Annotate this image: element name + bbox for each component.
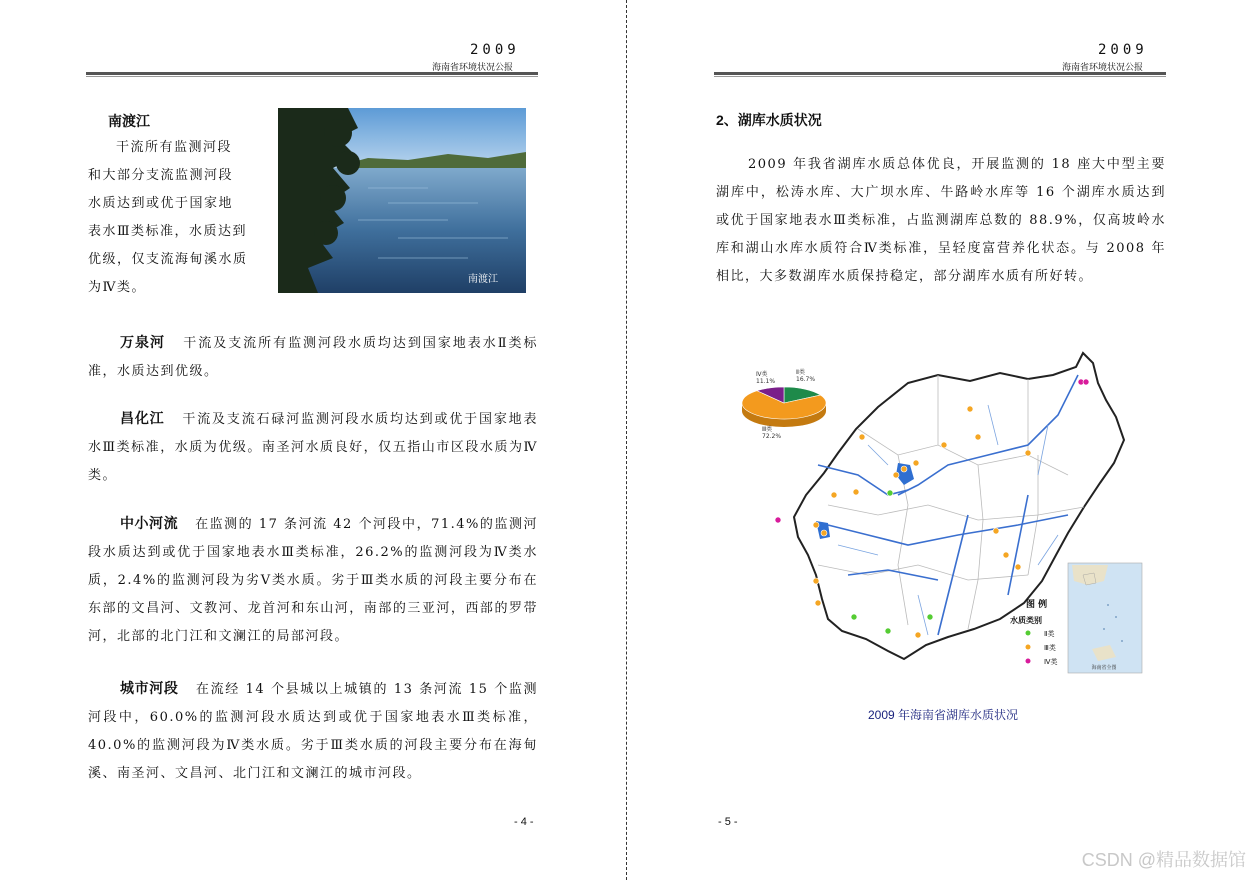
nandu-line: 为Ⅳ类。 [88, 280, 146, 295]
wanquan-text: 干流及支流所有监测河段水质均达到国家地表水Ⅱ类标准，水质达到优级。 [88, 336, 539, 379]
pie-label-iii: Ⅲ类 [762, 426, 773, 433]
page-divider [626, 0, 627, 880]
inset-map [1068, 563, 1142, 673]
monitoring-point [851, 614, 857, 620]
monitoring-point [1083, 379, 1089, 385]
monitoring-point [859, 434, 865, 440]
header-rule-thin [714, 76, 1166, 77]
monitoring-point [887, 490, 893, 496]
legend-dot-iv [1026, 659, 1031, 664]
pie-label-iv-name: Ⅳ类 [756, 371, 768, 378]
nandu-line: 优级，仅支流海甸溪水质 [88, 252, 248, 267]
header-rule [86, 72, 538, 75]
lake-paragraph: 2009 年我省湖库水质总体优良，开展监测的 18 座大中型主要湖库中，松涛水库、大广坝水库、牛路岭水库等 16 个湖库水质达到或优于国家地表水Ⅲ类标准，占监测湖库总数的 88.9%，仅高坡岭水库和湖山水库水质符合Ⅳ类标准，呈轻度富营养化状态。与 2008 年相比，大多数湖库水质保持稳定，部分湖库水质有所好转。 [716, 157, 1166, 284]
monitoring-point [815, 600, 821, 606]
inset-caption: 海南省全图 [1091, 665, 1117, 671]
wanquan-paragraph [88, 328, 538, 386]
changhua-title: 昌化江 [120, 410, 165, 426]
legend-dot-iii [1026, 645, 1031, 650]
monitoring-point [775, 517, 781, 523]
legend-dot-ii [1026, 631, 1031, 636]
header-title: 海南省环境状况公报 [432, 62, 514, 72]
pie-pct-ii: 16.7% [796, 376, 816, 383]
pie-label-ii: Ⅱ类 [796, 369, 805, 376]
monitoring-point [1015, 564, 1021, 570]
wanquan-title: 万泉河 [120, 334, 165, 350]
map-caption: 2009 年海南省湖库水质状况 [868, 708, 1019, 722]
monitoring-point [967, 406, 973, 412]
header-year: 2009 [1098, 42, 1148, 58]
left-page [0, 0, 626, 880]
nandu-line: 和大部分支流监测河段 [88, 168, 234, 183]
monitoring-point [853, 489, 859, 495]
nandu-text [88, 134, 270, 302]
small-rivers-text: 在监测的 17 条河流 42 个河段中，71.4%的监测河段水质达到或优于国家地表水Ⅲ类标准，26.2%的监测河段为Ⅳ类水质，2.4%的监测河段为劣Ⅴ类水质。劣于Ⅲ类水质的河段主要分布在东部的文昌河、文教河、龙首河和东山河，南部的三亚河，西部的罗带河，北部的北门江和文澜江的局部河段。 [88, 517, 539, 644]
monitoring-point [893, 472, 899, 478]
page-number: - 4 - [514, 816, 534, 828]
monitoring-point [813, 522, 819, 528]
nandu-line: 表水Ⅲ类标准，水质达到 [88, 224, 248, 239]
map-graphic [738, 345, 1150, 675]
changhua-paragraph [88, 404, 538, 490]
legend-item-iv: Ⅳ类 [1044, 658, 1058, 666]
pie-pct-iv: 11.1% [756, 378, 776, 385]
monitoring-point [1003, 552, 1009, 558]
watermark: CSDN @精品数据馆 [1081, 850, 1246, 870]
small-rivers-paragraph [88, 509, 538, 651]
nandu-title: 南渡江 [108, 113, 150, 129]
monitoring-point [1025, 450, 1031, 456]
lake-water-quality-map [738, 345, 1150, 675]
header-rule-thin [86, 76, 538, 77]
lake-quality-pie [742, 387, 826, 427]
nandu-line: 水质达到或优于国家地 [88, 196, 234, 211]
monitoring-point [993, 528, 999, 534]
nandu-line: 干流所有监测河段 [116, 140, 233, 155]
small-rivers-title: 中小河流 [120, 515, 179, 531]
monitoring-point [813, 578, 819, 584]
legend-title: 图 例 [1026, 600, 1048, 610]
page-number: - 5 - [718, 816, 738, 828]
legend-subtitle: 水质类别 [1010, 616, 1042, 625]
pie-pct-iii: 72.2% [762, 433, 782, 440]
monitoring-point [913, 460, 919, 466]
monitoring-point [821, 530, 827, 536]
city-rivers-paragraph [88, 674, 538, 788]
header-rule [714, 72, 1166, 75]
pie-label-iv [756, 370, 768, 378]
monitoring-point [915, 632, 921, 638]
monitoring-point [941, 442, 947, 448]
section-title: 2、湖库水质状况 [716, 112, 822, 128]
photo-caption: 南渡江 [468, 274, 498, 285]
city-rivers-title: 城市河段 [120, 680, 179, 696]
legend-item-ii: Ⅱ类 [1044, 630, 1055, 638]
city-rivers-text: 在流经 14 个县城以上城镇的 13 条河流 15 个监测河段中，60.0%的监测河段水质达到或优于国家地表水Ⅲ类标准，40.0%的监测河段为Ⅳ类水质。劣于Ⅲ类水质的河段主要分布在海甸溪、南圣河、文昌河、北门江和文澜江的城市河段。 [88, 682, 539, 781]
monitoring-point [975, 434, 981, 440]
monitoring-point [885, 628, 891, 634]
header-year: 2009 [470, 42, 520, 58]
changhua-text: 干流及支流石碌河监测河段水质均达到或优于国家地表水Ⅲ类标准，水质为优级。南圣河水质良好，仅五指山市区段水质为Ⅳ类。 [88, 412, 538, 483]
nandu-river-photo [278, 108, 526, 293]
legend-item-iii: Ⅲ类 [1044, 644, 1056, 652]
monitoring-point [901, 466, 907, 472]
monitoring-point [927, 614, 933, 620]
monitoring-point [831, 492, 837, 498]
river-photo-graphic [278, 108, 526, 293]
header-title: 海南省环境状况公报 [1062, 62, 1144, 72]
